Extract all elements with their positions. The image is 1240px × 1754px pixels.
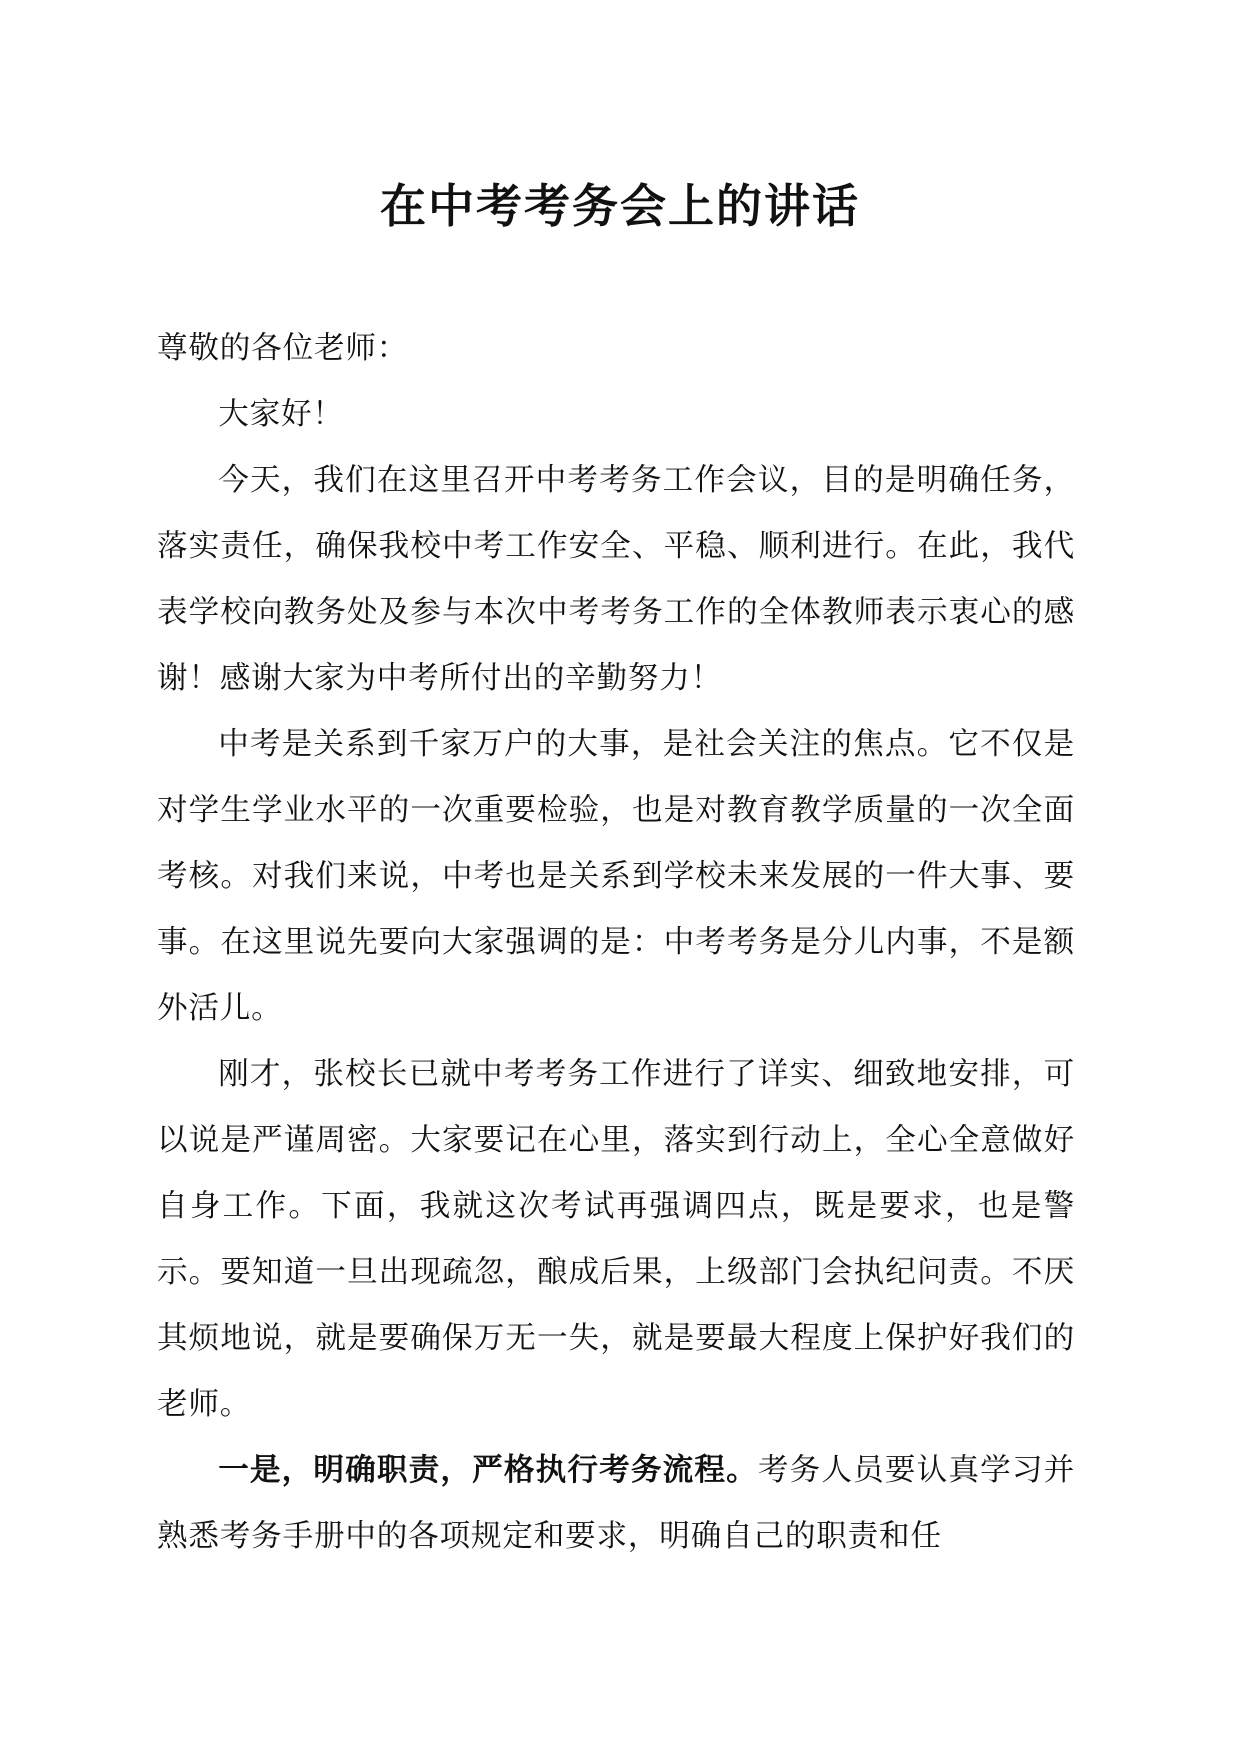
greeting: 大家好！ [218, 397, 344, 432]
paragraph-arrangement: 刚才，张校长已就中考考务工作进行了详实、细致地安排，可以说是严谨周密。大家要记在心里，落实到行动上，全心全意做好自身工作。下面，我就这次考试再强调四点，既是要求，也是警示。要知道一旦出现疏忽，酿成后果，上级部门会执纪问责。不厌其烦地说，就是要确保万无一失，就是要最大程度上保护好我们的老师。 [157, 1057, 1075, 1422]
document-title: 在中考考务会上的讲话 [380, 179, 860, 233]
paragraph-opening: 今天，我们在这里召开中考考务工作会议，目的是明确任务，落实责任，确保我校中考工作安全、平稳、顺利进行。在此，我代表学校向教务处及参与本次中考考务工作的全体教师表示衷心的感谢！感谢大家为中考所付出的辛勤努力！ [157, 463, 1075, 696]
document-body [157, 316, 1075, 1570]
point-one-heading: 一是，明确职责，严格执行考务流程。 [218, 1453, 758, 1488]
paragraph-importance: 中考是关系到千家万户的大事，是社会关注的焦点。它不仅是对学生学业水平的一次重要检验，也是对教育教学质量的一次全面考核。对我们来说，中考也是关系到学校未来发展的一件大事、要事。在这里说先要向大家强调的是：中考考务是分儿内事，不是额外活儿。 [157, 727, 1075, 1026]
salutation: 尊敬的各位老师： [157, 331, 409, 366]
point-one-text: 考务人员要认真学习并熟悉考务手册中的各项规定和要求，明确自己的职责和任 [157, 1453, 1076, 1554]
paragraph-point-one [157, 1438, 1075, 1570]
